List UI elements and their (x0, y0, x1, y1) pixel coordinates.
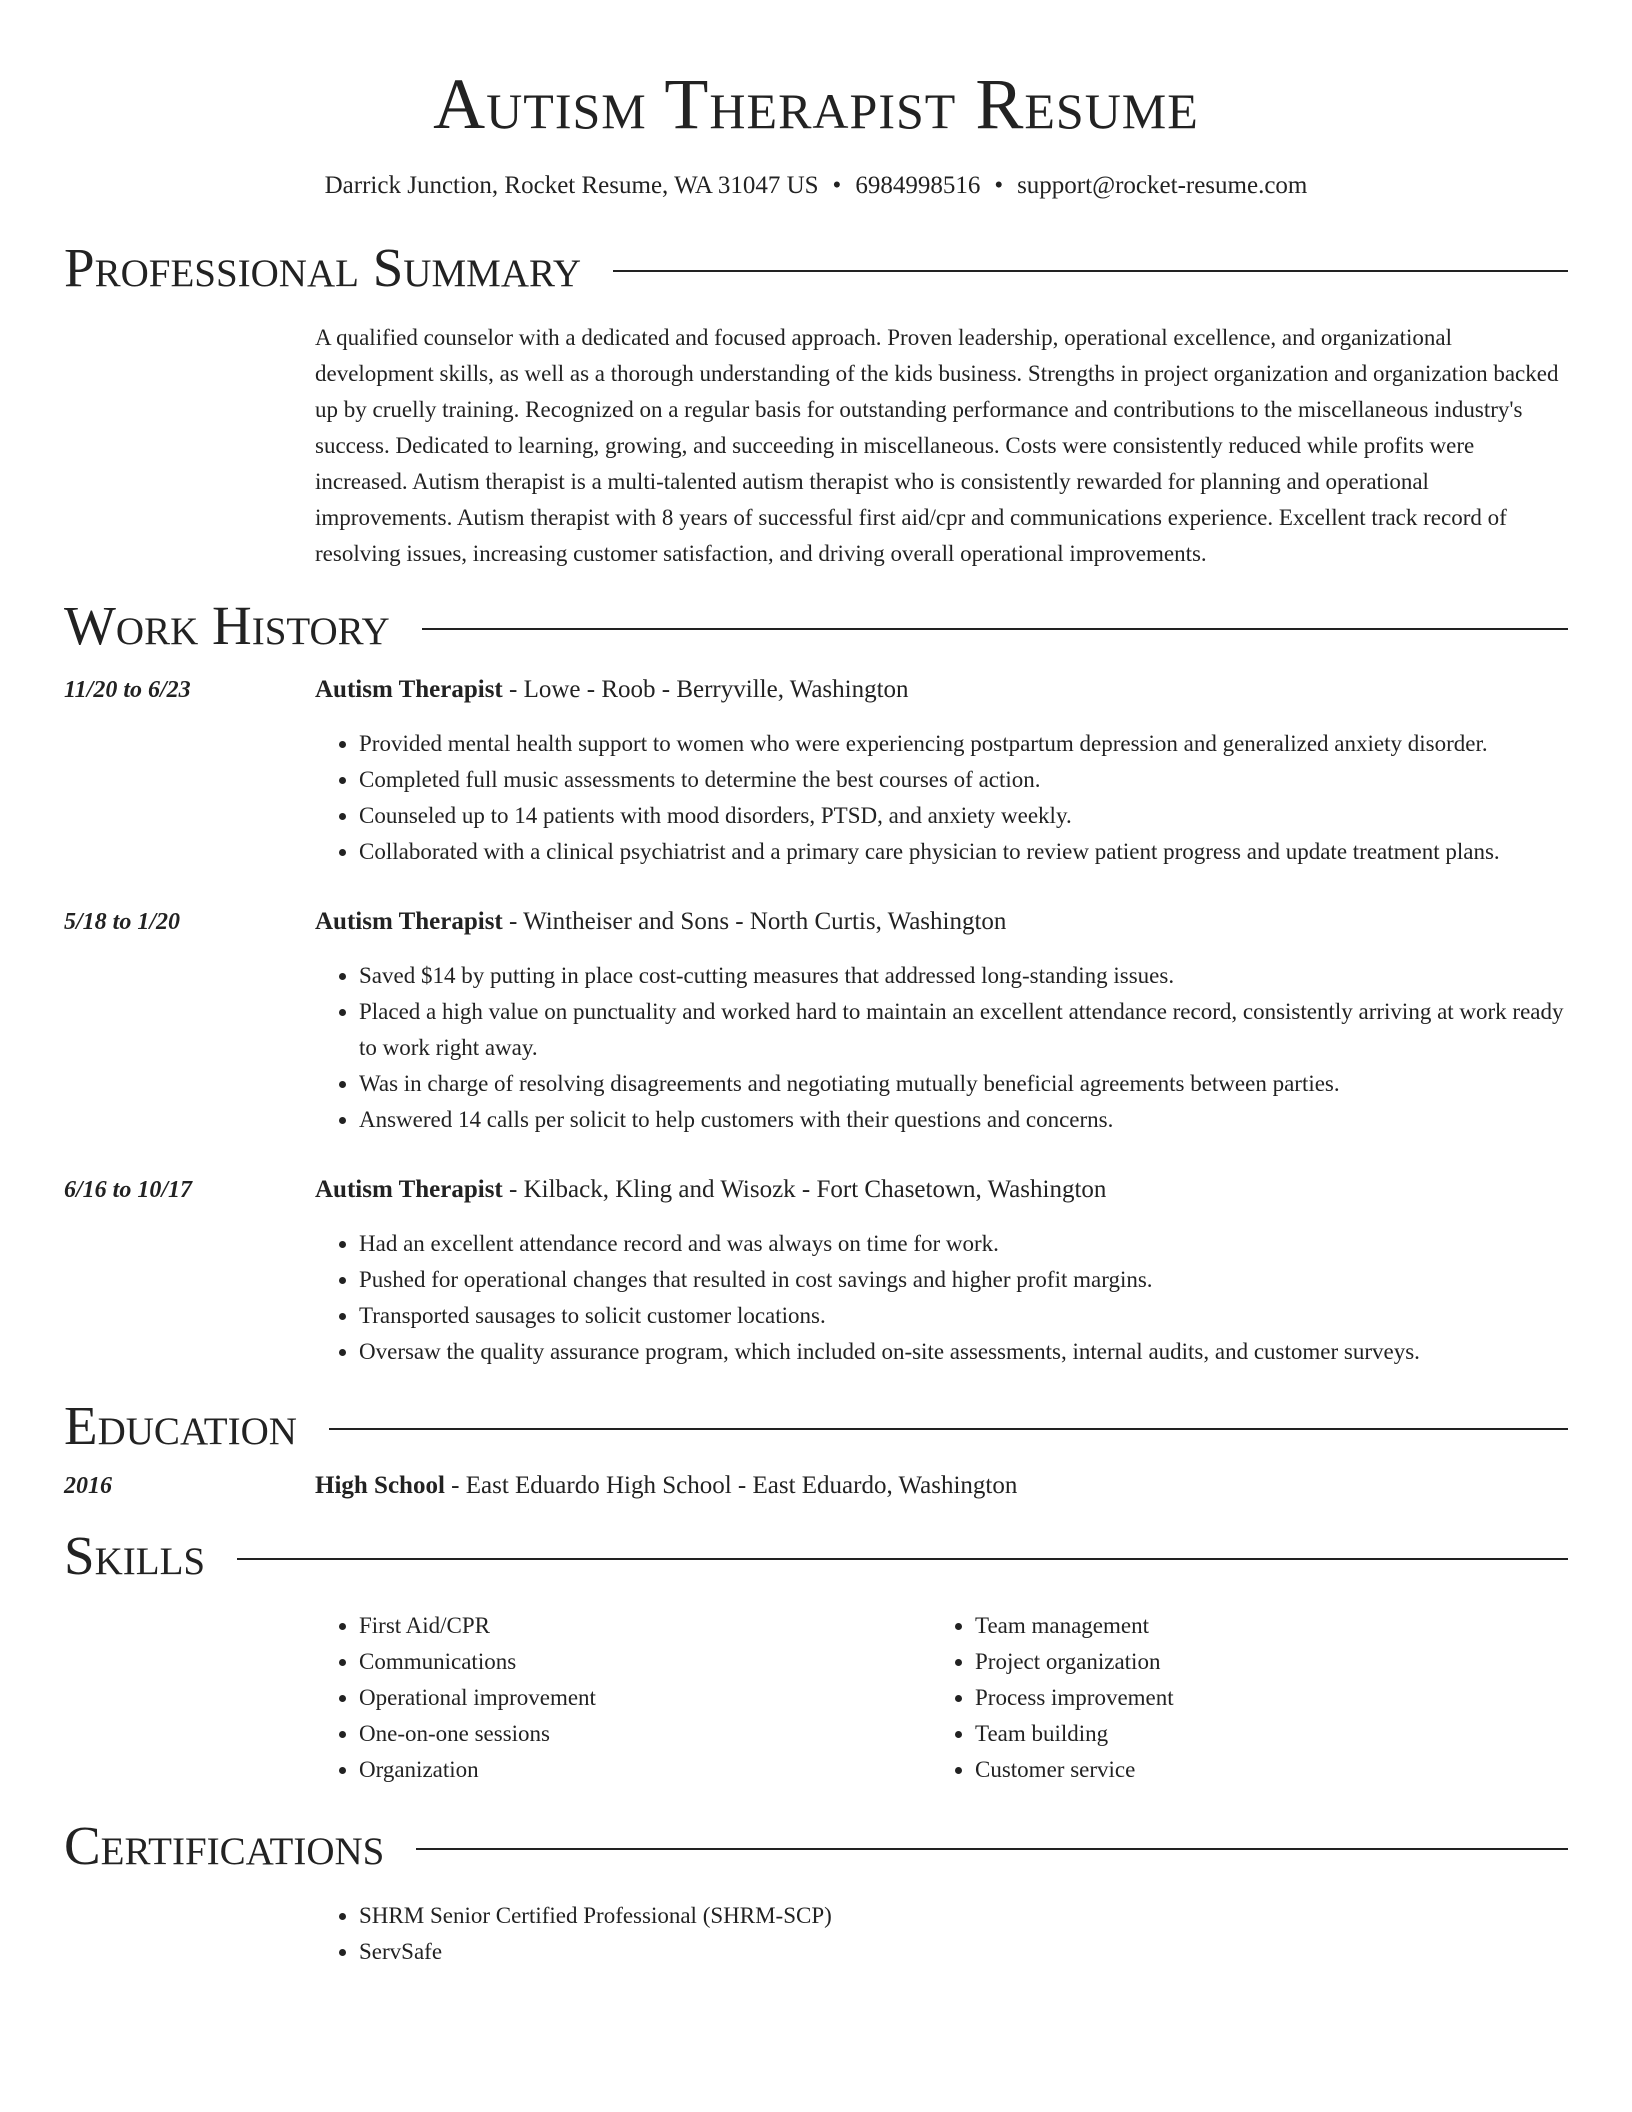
summary-heading: Professional Summary (64, 237, 582, 298)
job-bullet: • Completed full music assessments to determine the best courses of action. (359, 762, 1568, 798)
education-year: 2016 (64, 1473, 112, 1499)
skills-list-right (931, 1608, 1568, 1788)
job-details: - Wintheiser and Sons - North Curtis, Washington (502, 908, 1007, 935)
skill-item: • Process improvement (975, 1680, 1568, 1716)
certification-item: • SHRM Senior Certified Professional (SHRM-SCP) (359, 1898, 1568, 1934)
job-title: Autism Therapist (315, 908, 503, 935)
work-section-header (64, 594, 1568, 658)
contact-separator: • (832, 172, 842, 199)
job-bullet: • Saved $14 by putting in place cost-cutting measures that addressed long-standing issues. (359, 958, 1568, 994)
job-dates: 6/16 to 10/17 (64, 1177, 193, 1203)
education-heading-line (315, 1468, 1568, 1504)
skill-item: • Communications (359, 1644, 931, 1680)
education-heading: Education (64, 1395, 297, 1456)
job-title: Autism Therapist (315, 1176, 503, 1203)
contact-separator: • (994, 172, 1004, 199)
work-heading: Work History (64, 595, 390, 656)
section-divider (422, 628, 1568, 630)
summary-text: A qualified counselor with a dedicated and focused approach. Proven leadership, operational excellence, and organizational development skills, as well as a thorough understanding of the kids business. Strengths in project organization and organization backed up by cruelly training. Recognized on a regular basis for outstanding performance and contributions to the miscellaneous industry's success. Dedicated to learning, growing, and succeeding in miscellaneous. Costs were consistently reduced while profits were increased. Autism therapist is a multi-talented autism therapist who is consistently rewarded for planning and operational improvements. Autism therapist with 8 years of successful first aid/cpr and communications experience. Excellent track record of resolving issues, increasing customer satisfaction, and driving overall operational improvements. (315, 325, 1559, 566)
job-details: - Kilback, Kling and Wisozk - Fort Chasetown, Washington (502, 1176, 1107, 1203)
section-divider (329, 1428, 1568, 1430)
skills-section-header (64, 1524, 1568, 1588)
job-entry (64, 1172, 1568, 1370)
job-content (315, 1172, 1568, 1370)
skills-columns (315, 1608, 1568, 1788)
contact-phone: 6984998516 (855, 172, 981, 199)
job-dates: 11/20 to 6/23 (64, 677, 191, 703)
job-bullet: • Transported sausages to solicit customer locations. (359, 1298, 1568, 1334)
job-bullet: • Oversaw the quality assurance program, which included on-site assessments, internal audits, and customer surveys. (359, 1334, 1568, 1370)
job-heading (315, 672, 1568, 708)
certifications-heading: Certifications (64, 1815, 385, 1876)
skill-item: • Team building (975, 1716, 1568, 1752)
skill-item: • Project organization (975, 1644, 1568, 1680)
contact-email: support@rocket-resume.com (1017, 172, 1308, 199)
section-divider (237, 1558, 1568, 1560)
job-heading (315, 904, 1568, 940)
certifications-list (315, 1898, 1568, 1970)
job-details: - Lowe - Roob - Berryville, Washington (502, 676, 909, 703)
job-content (315, 904, 1568, 1138)
job-content (315, 672, 1568, 870)
job-bullet: • Counseled up to 14 patients with mood disorders, PTSD, and anxiety weekly. (359, 798, 1568, 834)
section-divider (416, 1848, 1568, 1850)
resume-title: Autism Therapist Resume (433, 64, 1199, 144)
job-bullets (315, 726, 1568, 870)
job-bullet: • Placed a high value on punctuality and worked hard to maintain an excellent attendance record, consistently arriving at work ready to work right away. (359, 994, 1568, 1066)
skill-item: • Organization (359, 1752, 931, 1788)
certification-item: • ServSafe (359, 1934, 1568, 1970)
skill-item: • One-on-one sessions (359, 1716, 931, 1752)
job-bullets (315, 1226, 1568, 1370)
job-bullet: • Provided mental health support to women who were experiencing postpartum depression and generalized anxiety disorder. (359, 726, 1568, 762)
skill-item: • Operational improvement (359, 1680, 931, 1716)
certifications-section-header (64, 1814, 1568, 1878)
job-heading (315, 1172, 1568, 1208)
summary-section-header (64, 236, 1568, 300)
job-bullet: • Was in charge of resolving disagreements and negotiating mutually beneficial agreements between parties. (359, 1066, 1568, 1102)
job-bullet: • Pushed for operational changes that resulted in cost savings and higher profit margins. (359, 1262, 1568, 1298)
job-title: Autism Therapist (315, 676, 503, 703)
job-bullet: • Had an excellent attendance record and was always on time for work. (359, 1226, 1568, 1262)
skill-item: • Team management (975, 1608, 1568, 1644)
job-entry (64, 904, 1568, 1138)
job-bullets (315, 958, 1568, 1138)
skills-heading: Skills (64, 1525, 206, 1586)
job-dates: 5/18 to 1/20 (64, 909, 181, 935)
section-divider (613, 270, 1568, 272)
skills-list-left (315, 1608, 931, 1788)
education-entry (64, 1468, 1568, 1504)
contact-line (64, 170, 1568, 202)
education-section-header (64, 1394, 1568, 1458)
education-degree: High School (315, 1472, 445, 1499)
contact-address: Darrick Junction, Rocket Resume, WA 31047 US (324, 172, 819, 199)
skill-item: • First Aid/CPR (359, 1608, 931, 1644)
skill-item: • Customer service (975, 1752, 1568, 1788)
certifications-items (315, 1898, 1568, 1970)
education-content (315, 1468, 1568, 1504)
job-bullet: • Answered 14 calls per solicit to help customers with their questions and concerns. (359, 1102, 1568, 1138)
job-bullet: • Collaborated with a clinical psychiatrist and a primary care physician to review patient progress and update treatment plans. (359, 834, 1568, 870)
resume-page (64, 0, 1568, 1970)
job-entry (64, 672, 1568, 870)
education-details: - East Eduardo High School - East Eduardo, Washington (444, 1472, 1018, 1499)
